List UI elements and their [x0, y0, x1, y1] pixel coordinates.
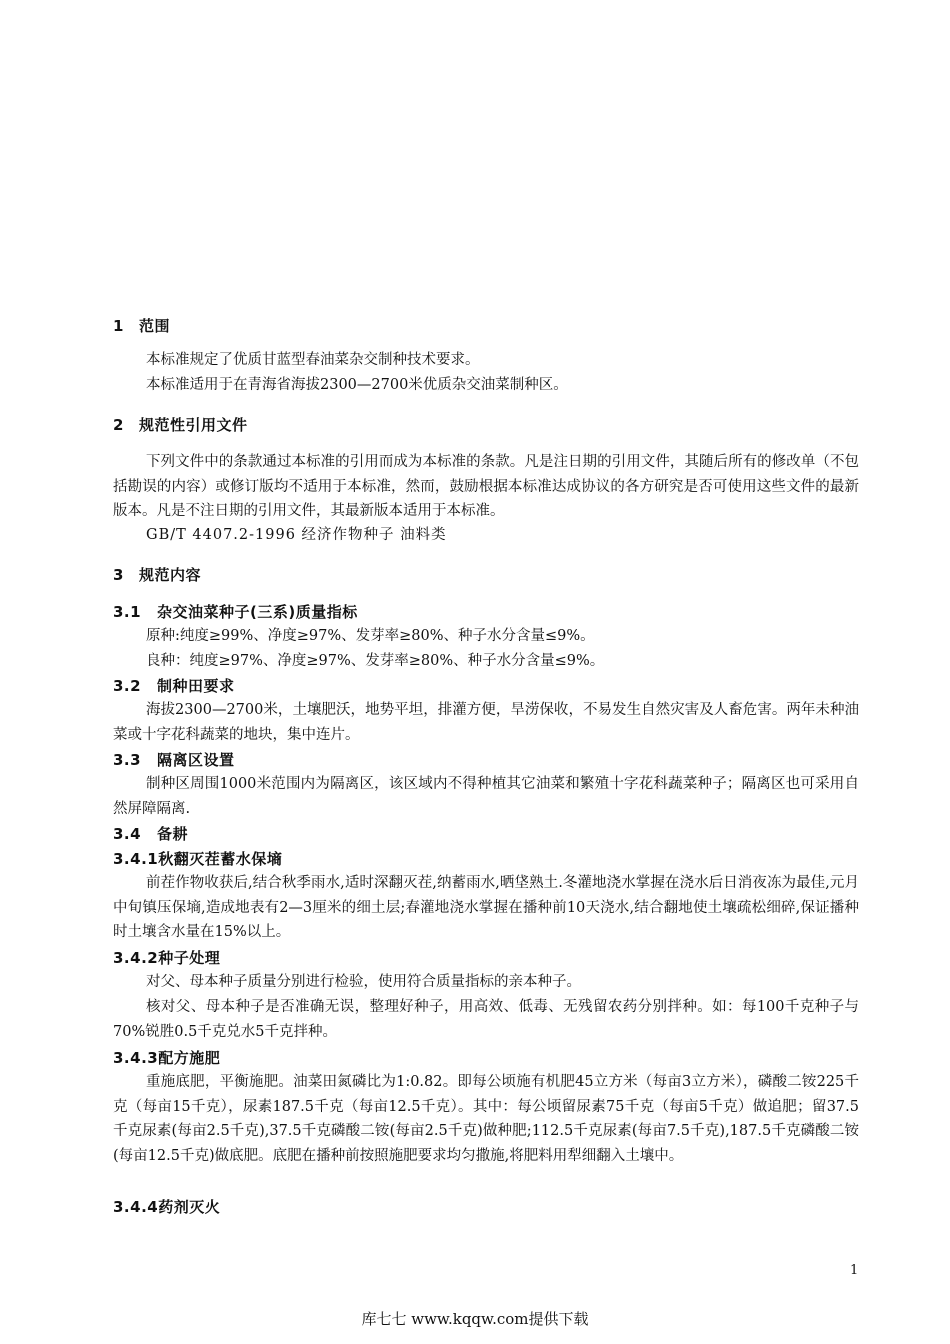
paragraph: 良种：纯度≥97%、净度≥97%、发芽率≥80%、种子水分含量≤9%。: [146, 653, 605, 669]
section-3-4-heading: 3.4 备耕: [113, 825, 189, 843]
section-3-1-heading: 3.1 杂交油菜种子(三系)质量指标: [113, 603, 358, 621]
section-3-4-4-heading: 3.4.4药剂灭火: [113, 1198, 221, 1216]
paragraph: 海拔2300—2700米，土壤肥沃，地势平坦，排灌方便，旱涝保收，不易发生自然灾害及人畜危害。两年未种油菜或十字花科蔬菜的地块，集中连片。: [113, 702, 859, 743]
paragraph: 原种:纯度≥99%、净度≥97%、发芽率≥80%、种子水分含量≤9%。: [146, 628, 595, 644]
paragraph: 制种区周围1000米范围内为隔离区，该区域内不得种植其它油菜和繁殖十字花科蔬菜种子；隔离区也可采用自然屏障隔离.: [113, 776, 859, 817]
paragraph: 本标准规定了优质甘蓝型春油菜杂交制种技术要求。: [146, 352, 480, 368]
section-3-4-1-heading: 3.4.1秋翻灭茬蓄水保墒: [113, 850, 283, 868]
section-3-4-2-heading: 3.4.2种子处理: [113, 949, 221, 967]
paragraph: 本标准适用于在青海省海拔2300—2700米优质杂交油菜制种区。: [146, 377, 568, 393]
paragraph: 前茬作物收获后,结合秋季雨水,适时深翻灭茬,纳蓄雨水,晒垡熟土.冬灌地浇水掌握在浇水后日消夜冻为最佳,元月中旬镇压保墒,造成地表有2—3厘米的细土层;春灌地浇水掌握在播种前10天浇水,结合翻地使土壤疏松细碎,保证播种时土壤含水量在15%以上。: [113, 875, 859, 940]
footer-watermark: 库七七 www.kqqw.com提供下载: [361, 1310, 589, 1328]
paragraph: 核对父、母本种子是否准确无误，整理好种子，用高效、低毒、无残留农药分别拌种。如：每100千克种子与70%锐胜0.5千克兑水5千克拌种。: [113, 999, 859, 1040]
section-2-heading: 2 规范性引用文件: [113, 416, 248, 434]
paragraph: 重施底肥，平衡施肥。油菜田氮磷比为1:0.82。即每公顷施有机肥45立方米（每亩3立方米），磷酸二铵225千克（每亩15千克），尿素187.5千克（每亩12.5千克）。其中：每公顷留尿素75千克（每亩5千克）做追肥；留37.5千克尿素(每亩2.5千克),37.5千克磷酸二铵(每亩2.5千克)做种肥;112.5千克尿素(每亩7.5千克),187.5千克磷酸二铵(每亩12.5千克)做底肥。底肥在播种前按照施肥要求均匀撒施,将肥料用犁细翻入土壤中。: [113, 1074, 859, 1164]
section-1-heading: 1 范围: [113, 317, 171, 335]
paragraph: 对父、母本种子质量分别进行检验，使用符合质量指标的亲本种子。: [146, 974, 581, 990]
section-3-3-heading: 3.3 隔离区设置: [113, 751, 235, 769]
paragraph: 下列文件中的条款通过本标准的引用而成为本标准的条款。凡是注日期的引用文件，其随后所有的修改单（不包括勘误的内容）或修订版均不适用于本标准，然而，鼓励根据本标准达成协议的各方研究是否可使用这些文件的最新版本。凡是不注日期的引用文件，其最新版本适用于本标准。: [113, 454, 859, 519]
page-number: 1: [850, 1263, 859, 1278]
normative-reference: GB/T 4407.2-1996 经济作物种子 油料类: [146, 527, 447, 543]
section-3-4-3-heading: 3.4.3配方施肥: [113, 1049, 221, 1067]
section-3-2-heading: 3.2 制种田要求: [113, 677, 235, 695]
section-3-heading: 3 规范内容: [113, 566, 202, 584]
